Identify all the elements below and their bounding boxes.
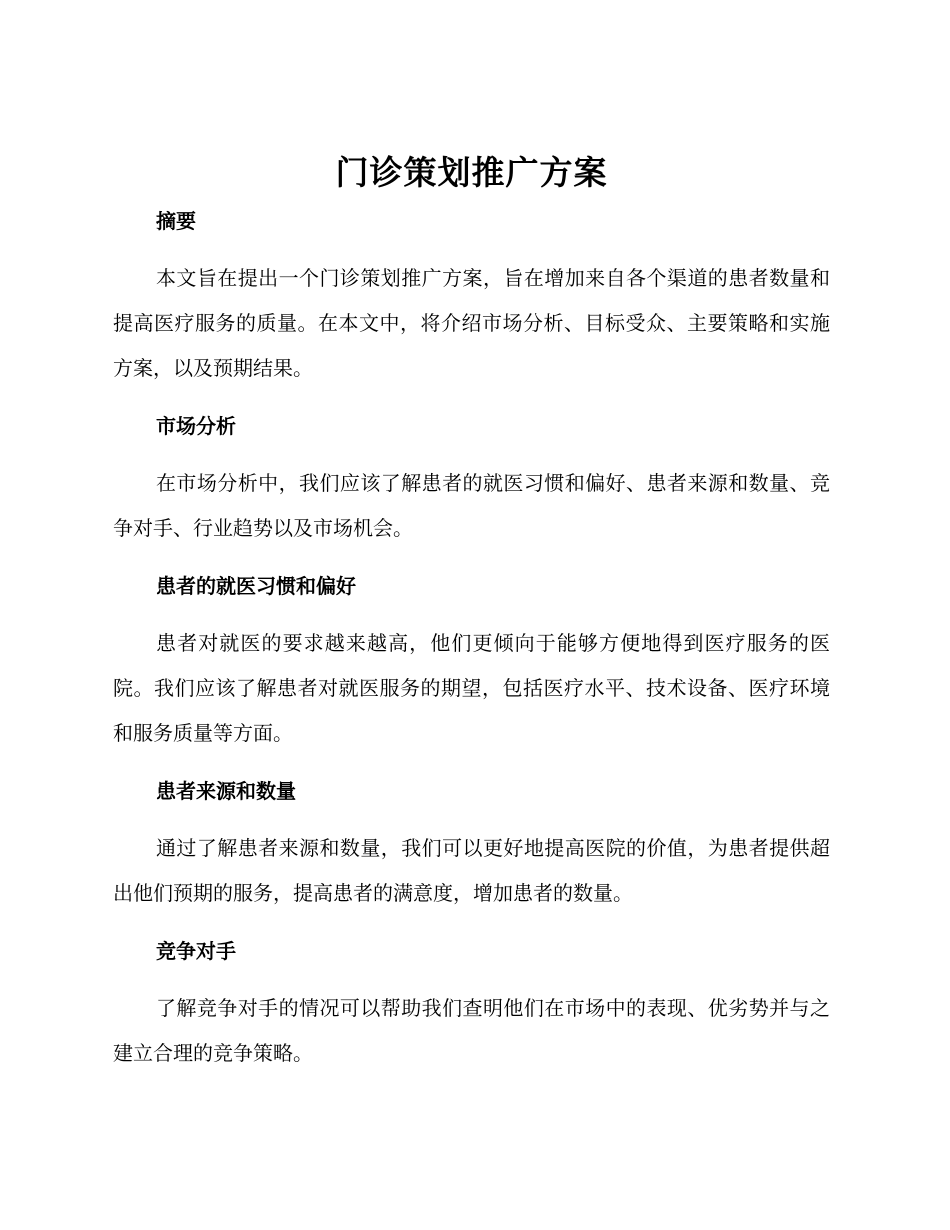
section-heading: 市场分析 xyxy=(156,414,236,438)
section-patient-habits xyxy=(113,563,830,756)
section-paragraph: 在市场分析中，我们应该了解患者的就医习惯和偏好、患者来源和数量、竞争对手、行业趋势以及市场机会。 xyxy=(113,471,830,540)
section-patient-sources xyxy=(113,768,830,916)
document-body xyxy=(113,198,830,1088)
section-heading: 摘要 xyxy=(156,209,196,233)
section-market-analysis xyxy=(113,403,830,551)
section-heading: 竞争对手 xyxy=(156,939,236,963)
section-paragraph: 本文旨在提出一个门诊策划推广方案，旨在增加来自各个渠道的患者数量和提高医疗服务的质量。在本文中，将介绍市场分析、目标受众、主要策略和实施方案，以及预期结果。 xyxy=(113,266,830,380)
section-paragraph: 患者对就医的要求越来越高，他们更倾向于能够方便地得到医疗服务的医院。我们应该了解患者对就医服务的期望，包括医疗水平、技术设备、医疗环境和服务质量等方面。 xyxy=(113,631,830,745)
section-competitors xyxy=(113,928,830,1076)
section-heading: 患者的就医习惯和偏好 xyxy=(156,574,356,598)
section-heading: 患者来源和数量 xyxy=(156,779,296,803)
section-paragraph: 了解竞争对手的情况可以帮助我们查明他们在市场中的表现、优劣势并与之建立合理的竞争策略。 xyxy=(113,996,830,1065)
document-title: 门诊策划推广方案 xyxy=(335,153,608,192)
section-abstract xyxy=(113,198,830,391)
section-paragraph: 通过了解患者来源和数量，我们可以更好地提高医院的价值，为患者提供超出他们预期的服务，提高患者的满意度，增加患者的数量。 xyxy=(113,836,830,905)
